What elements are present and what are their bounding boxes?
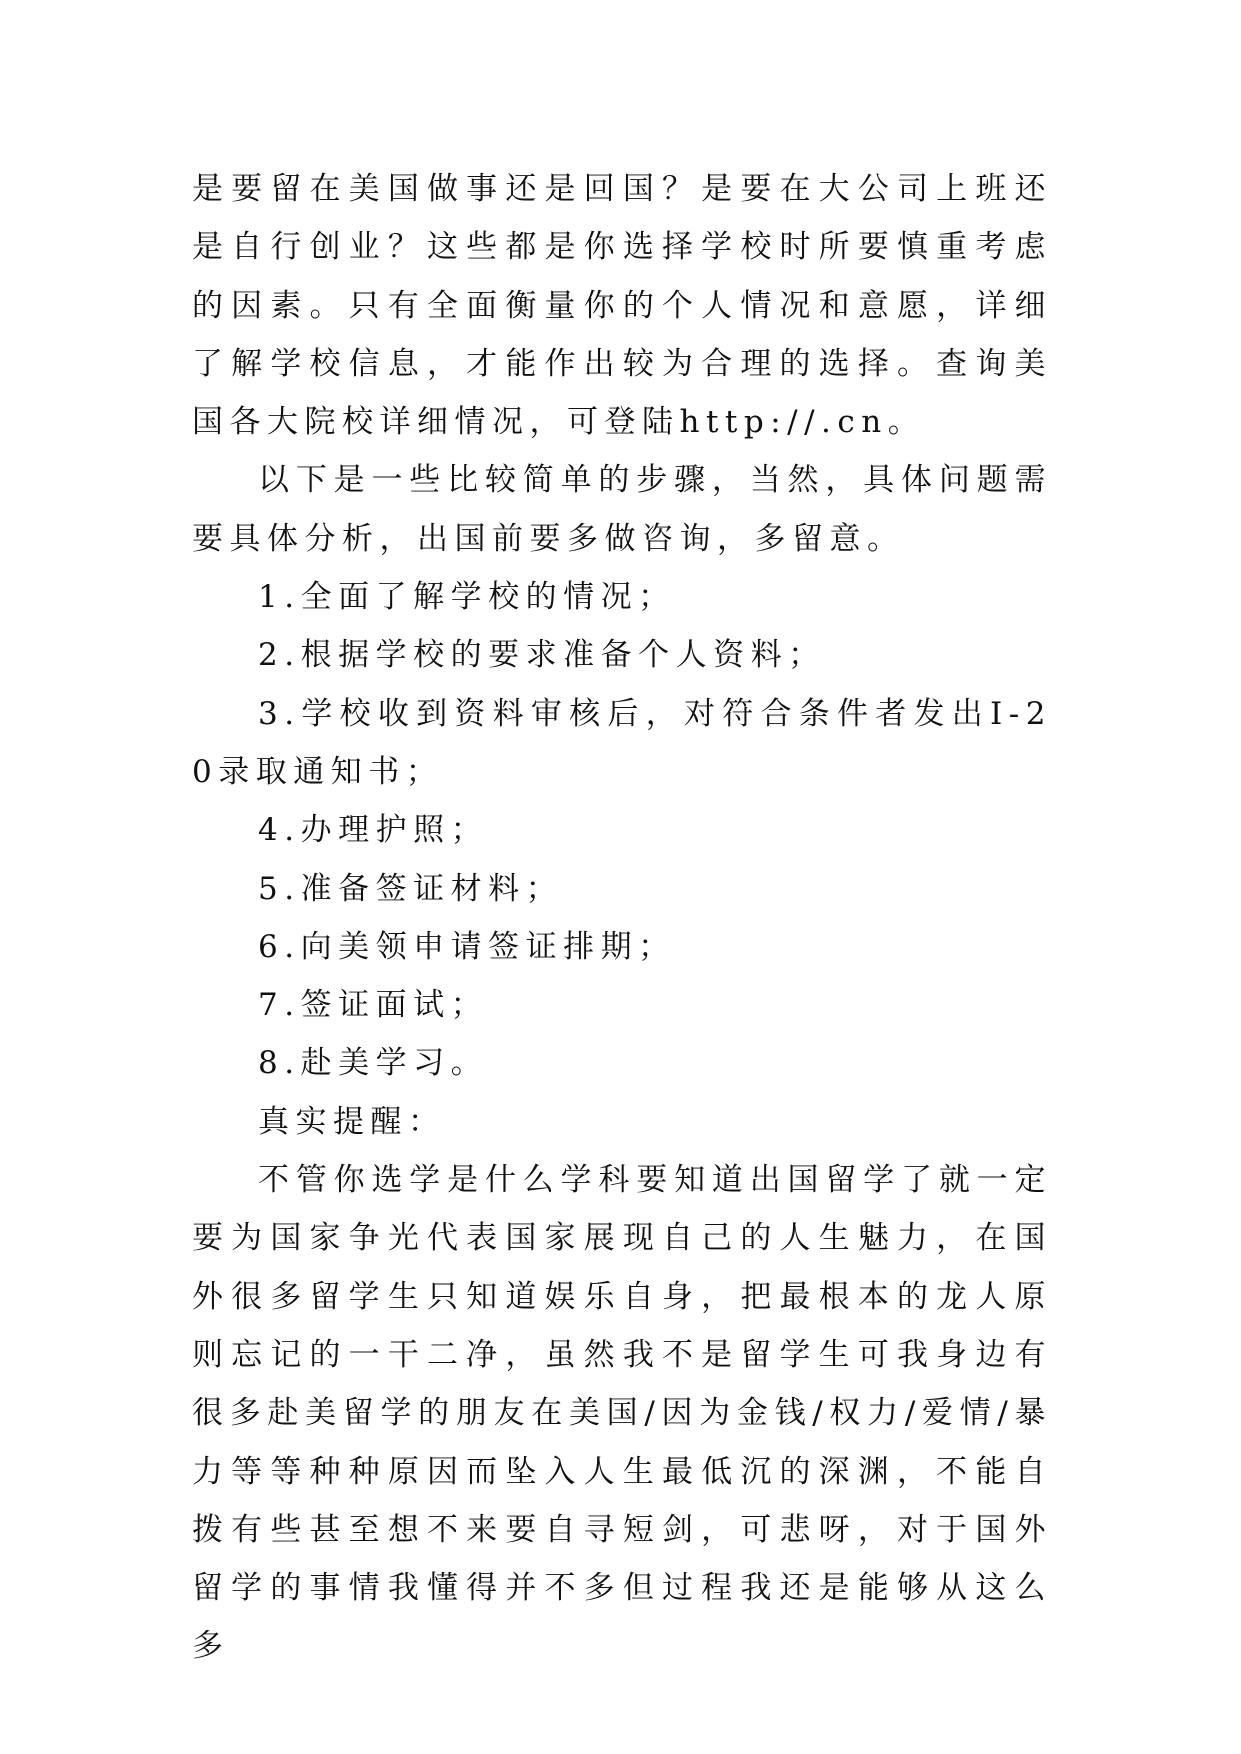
paragraph-steps-intro: 以下是一些比较简单的步骤，当然，具体问题需要具体分析，出国前要多做咨询，多留意。 (192, 462, 1052, 557)
paragraph-reminder-body: 不管你选学是什么学科要知道出国留学了就一定要为国家争光代表国家展现自己的人生魅力，在国外很多留学生只知道娱乐自身，把最根本的龙人原则忘记的一干二净，虽然我不是留学生可我身边有很多赴美留学的朋友在美国/因为金钱/权力/爱情/暴力等等种种原因而坠入人生最低沉的深渊，不能自拨有些甚至想不来要自寻短剑，可悲呀，对于国外留学的事情我懂得并不多但过程我还是能够从这么多 (192, 1162, 1052, 1665)
list-item-step-7: 7.签证面试； (258, 987, 489, 1024)
list-item-step-1: 1.全面了解学校的情况； (258, 579, 676, 616)
list-item-step-8: 8.赴美学习。 (258, 1045, 489, 1082)
list-item-step-5: 5.准备签证材料； (258, 870, 564, 907)
document-body (192, 160, 1052, 1676)
list-item-step-3: 3.学校收到资料审核后，对符合条件者发出I-20录取通知书； (192, 695, 1052, 790)
list-item-step-4: 4.办理护照； (258, 812, 489, 849)
section-heading-reminder: 真实提醒： (258, 1103, 446, 1140)
paragraph-continuation: 是要留在美国做事还是回国？是要在大公司上班还是自行创业？这些都是你选择学校时所要慎重考虑的因素。只有全面衡量你的个人情况和意愿，详细了解学校信息，才能作出较为合理的选择。查询美国各大院校详细情况，可登陆http://.cn。 (192, 171, 1052, 441)
list-item-step-2: 2.根据学校的要求准备个人资料； (258, 637, 826, 674)
list-item-step-6: 6.向美领申请签证排期； (258, 928, 676, 965)
